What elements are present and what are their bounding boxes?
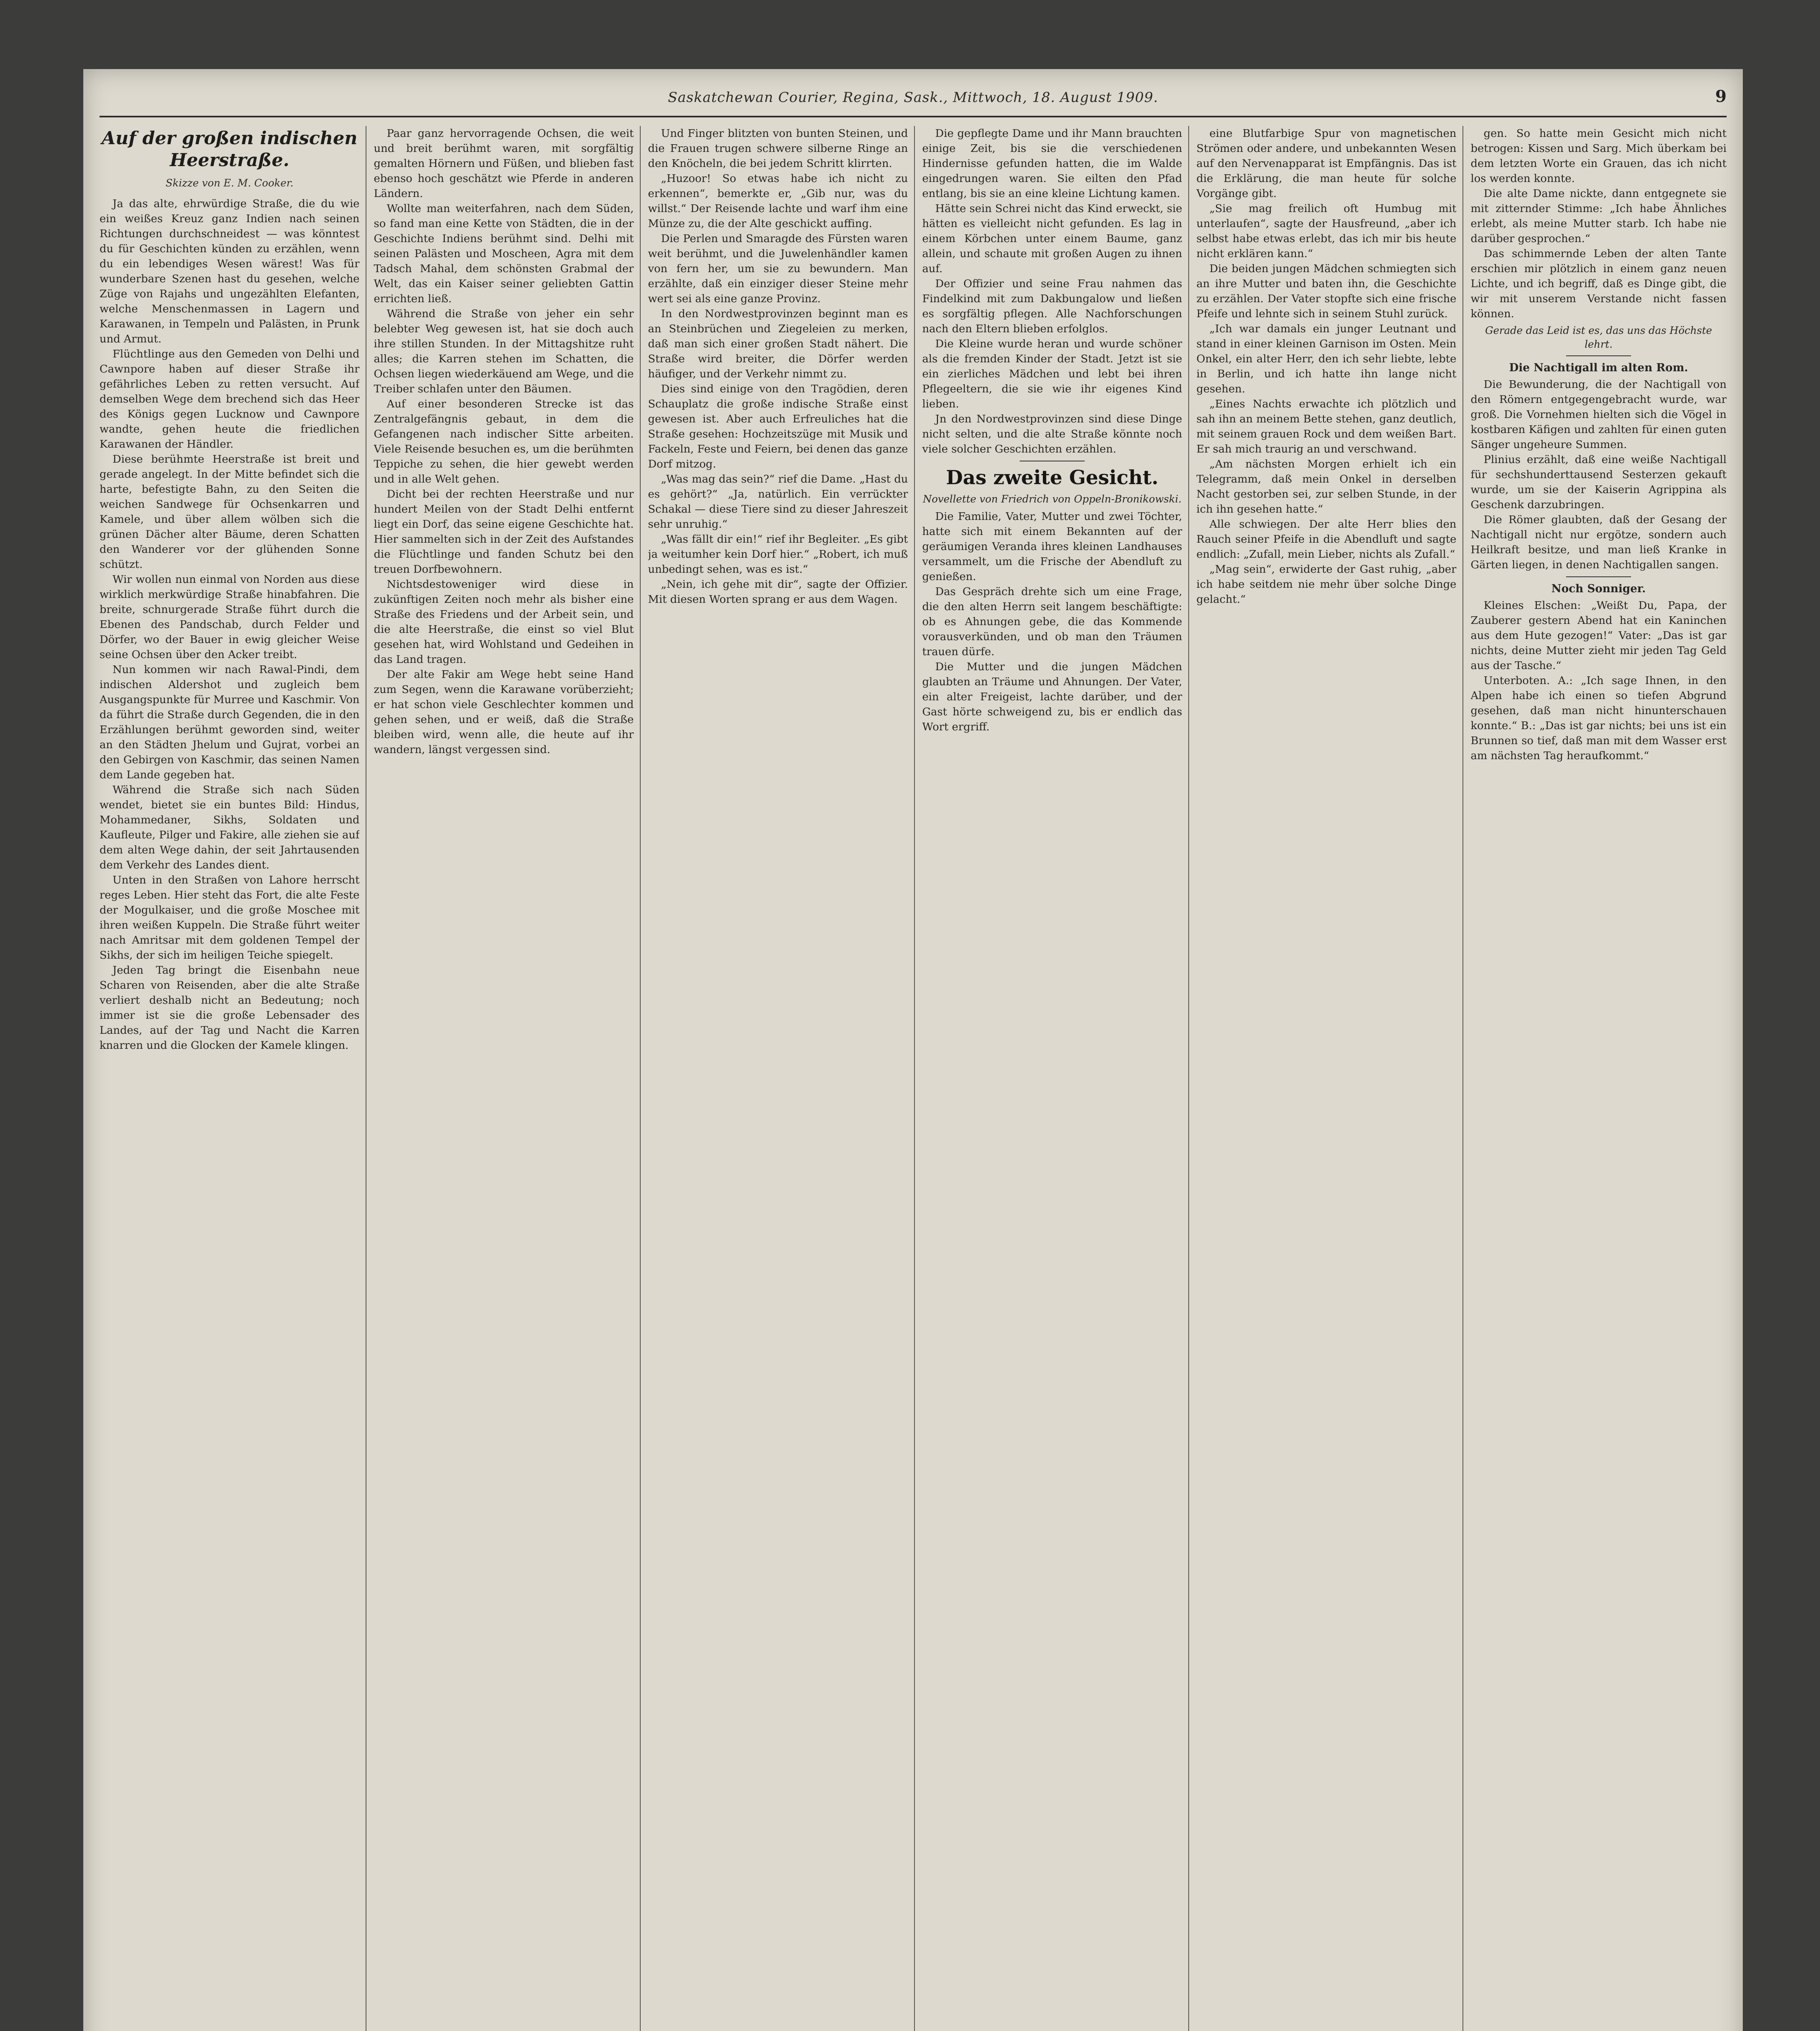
paragraph: In den Nordwestprovinzen beginnt man es an Steinbrüchen und Ziegeleien zu merken, daß man sich einer großen Stadt nähert. Die Straße wird breiter, die Dörfer werden häufiger, und der Verkehr nimmt zu. [648,307,908,380]
section-divider [1566,576,1631,577]
paragraph: Alle schwiegen. Der alte Herr blies den Rauch seiner Pfeife in die Abendluft und sagte endlich: „Zufall, mein Lieber, nichts als Zufall.“ [1196,518,1456,561]
paragraph: Ja das alte, ehrwürdige Straße, die du wie ein weißes Kreuz ganz Indien nach seinen Richtungen durchschneidest — was könntest du für Geschichten künden zu erzählen, wenn du ein lebendiges Wesen wärest! Was für wunderbare Szenen hast du gesehen, welche Züge von Rajahs und ungezählten Elefanten, welche Menschenmassen in Lagern und Karawanen, in Tempeln und Palästen, in Prunk und Armut. [100,197,360,345]
paragraph: Die alte Dame nickte, dann entgegnete sie mit zitternder Stimme: „Ich habe Ähnliches erlebt, als meine Mutter starb. Ich habe nie darüber gesprochen.“ [1471,187,1727,245]
paragraph: Die gepflegte Dame und ihr Mann brauchten einige Zeit, bis sie die verschiedenen Hindernisse gefunden hatten, die im Walde eingedrungen waren. Sie eilten den Pfad entlang, bis sie an eine kleine Lichtung kamen. [922,127,1182,200]
paragraph: eine Blutfarbige Spur von magnetischen Strömen oder andere, und unbekannten Wesen auf den Nervenapparat ist Empfängnis. Das ist die Erklärung, die man heute für solche Vorgänge gibt. [1196,127,1456,200]
paragraph: Auf einer besonderen Strecke ist das Zentralgefängnis gebaut, in dem die Gefangenen nach indischer Sitte arbeiten. Viele Reisende besuchen es, um die berühmten Teppiche zu sehen, die hier gewebt werden und in alle Welt gehen. [374,398,634,485]
column-rule [1462,126,1463,2031]
section-title: Die Nachtigall im alten Rom. [1509,362,1688,374]
newspaper-page [83,69,1743,2031]
paragraph: Dicht bei der rechten Heerstraße und nur hundert Meilen von der Stadt Delhi entfernt liegt ein Dorf, das seine eigene Geschichte hat. Hier sammelten sich in der Zeit des Aufstandes die Flüchtlinge und fanden Schutz bei den treuen Dorfbewohnern. [374,488,634,576]
section-byline: Novellette von Friedrich von Oppeln-Bronikowski. [923,493,1182,505]
section-title: Noch Sonniger. [1551,582,1646,595]
paragraph: Die Familie, Vater, Mutter und zwei Töchter, hatte sich mit einem Bekannten auf der geräumigen Veranda ihres kleinen Landhauses versammelt, um die Frische der Abendluft zu genießen. [922,510,1182,583]
paragraph: Jeden Tag bringt die Eisenbahn neue Scharen von Reisenden, aber die alte Straße verliert deshalb nicht an Bedeutung; noch immer ist sie die große Lebensader des Landes, auf der Tag und Nacht die Karren knarren und die Glocken der Kamele klingen. [100,964,360,1052]
paragraph: Hätte sein Schrei nicht das Kind erweckt, sie hätten es vielleicht nicht gefunden. Es lag in einem Körbchen unter einem Baume, ganz allein, und schaute mit großen Augen zu ihnen auf. [922,202,1182,275]
paragraph: Diese berühmte Heerstraße ist breit und gerade angelegt. In der Mitte befindet sich die harte, befestigte Bahn, zu den Seiten die weichen Sandwege für Ochsenkarren und Kamele, und über allem wölben sich die grünen Dächer alter Bäume, deren Schatten den Wanderer vor der glühenden Sonne schützt. [100,453,360,571]
column-2 [374,126,634,2031]
paragraph: „Ich war damals ein junger Leutnant und stand in einer kleinen Garnison im Osten. Mein Onkel, ein alter Herr, den ich sehr liebte, lebte in Berlin, und ich hatte ihn lange nicht gesehen. [1196,323,1456,395]
paragraph: gen. So hatte mein Gesicht mich nicht betrogen: Kissen und Sarg. Mich überkam bei dem letzten Worte ein Grauen, das ich nicht los werden konnte. [1471,127,1727,185]
column-rule [640,126,641,2031]
paragraph: Während die Straße sich nach Süden wendet, bietet sie ein buntes Bild: Hindus, Mohammedaner, Sikhs, Soldaten und Kaufleute, Pilger und Fakire, alle ziehen sie auf dem alten Wege dahin, der seit Jahrtausenden dem Verkehr des Landes dient. [100,784,360,871]
paragraph: Nichtsdestoweniger wird diese in zukünftigen Zeiten noch mehr als bisher eine Straße des Friedens und der Arbeit sein, und die alte Heerstraße, die einst so viel Blut gesehen hat, wird Wohlstand und Gedeihen in das Land tragen. [374,578,634,666]
section-title: Das zweite Gesicht. [946,466,1159,489]
column-5 [1196,126,1456,2031]
paragraph: „Was fällt dir ein!“ rief ihr Begleiter. „Es gibt ja weitumher kein Dorf hier.“ „Robert, ich muß unbedingt sehen, was es ist.“ [648,533,908,576]
paragraph: Unten in den Straßen von Lahore herrscht reges Leben. Hier steht das Fort, die alte Feste der Mogulkaiser, und die große Moschee mit ihren weißen Kuppeln. Die Straße führt weiter nach Amritsar mit dem goldenen Tempel der Sikhs, der sich im heiligen Teiche spiegelt. [100,874,360,961]
paragraph: Die Römer glaubten, daß der Gesang der Nachtigall nicht nur ergötze, sondern auch Heilkraft besitze, und man ließ Kranke in Gärten liegen, in denen Nachtigallen sangen. [1471,513,1727,571]
paragraph: Der alte Fakir am Wege hebt seine Hand zum Segen, wenn die Karawane vorüberzieht; er hat schon viele Geschlechter kommen und gehen sehen, und er weiß, daß die Straße bleiben wird, wenn alle, die heute auf ihr wandern, längst vergessen sind. [374,668,634,756]
paragraph: Das Gespräch drehte sich um eine Frage, die den alten Herrn seit langem beschäftigte: ob es Ahnungen gebe, die das Kommende vorausverkünden, und ob man den Träumen trauen dürfe. [922,585,1182,658]
paragraph: Die Perlen und Smaragde des Fürsten waren weit berühmt, und die Juwelenhändler kamen von fern her, um sie zu bewundern. Man erzählte, daß ein einziger dieser Steine mehr wert sei als eine ganze Provinz. [648,232,908,305]
paragraph: Der Offizier und seine Frau nahmen das Findelkind mit zum Dakbungalow und ließen es sorgfältig pflegen. Alle Nachforschungen nach den Eltern blieben erfolglos. [922,277,1182,335]
paragraph: „Am nächsten Morgen erhielt ich ein Telegramm, daß mein Onkel in derselben Nacht gestorben sei, zur selben Stunde, in der ich ihn gesehen hatte.“ [1196,458,1456,515]
header-rule [100,116,1727,117]
paragraph: Paar ganz hervorragende Ochsen, die weit und breit berühmt waren, mit sorgfältig gemalten Hörnern und Füßen, und blieben fast ebenso hoch geschätzt wie Pferde in anderen Ländern. [374,127,634,200]
paragraph: Wollte man weiterfahren, nach dem Süden, so fand man eine Kette von Städten, die in der Geschichte Indiens berühmt sind. Delhi mit seinen Palästen und Moscheen, Agra mit dem Tadsch Mahal, dem schönsten Grabmal der Welt, das ein Kaiser seiner geliebten Gattin errichten ließ. [374,202,634,305]
paragraph: Jn den Nordwestprovinzen sind diese Dinge nicht selten, und die alte Straße könnte noch viele solcher Geschichten erzählen. [922,413,1182,455]
paragraph: „Huzoor! So etwas habe ich nicht zu erkennen“, bemerkte er, „Gib nur, was du willst.“ Der Reisende lachte und warf ihm eine Münze zu, die der Alte geschickt auffing. [648,172,908,230]
paragraph: Nun kommen wir nach Rawal-Pindi, dem indischen Aldershot und zugleich bem Ausgangspunkte für Murree und Kaschmir. Von da führt die Straße durch Gegenden, die in den Erzählungen berühmt geworden sind, weiter an den Städten Jhelum und Gujrat, vorbei an den Gebirgen von Kaschmir, das seinen Namen dem Lande gegeben hat. [100,663,360,781]
section-divider [1566,355,1631,356]
column-3 [648,126,908,2031]
paragraph: „Nein, ich gehe mit dir“, sagte der Offizier. Mit diesen Worten sprang er aus dem Wagen. [648,578,908,606]
paragraph: Die Bewunderung, die der Nachtigall von den Römern entgegengebracht wurde, war groß. Die Vornehmen hielten sich die Vögel in kostbaren Käfigen und zahlten für einen guten Sänger ungeheure Summen. [1471,378,1727,451]
column-4 [922,126,1182,2031]
article-byline: Skizze von E. M. Cooker. [165,177,294,189]
paragraph: „Mag sein“, erwiderte der Gast ruhig, „aber ich habe seitdem nie mehr über solche Dinge gelacht.“ [1196,563,1456,606]
paragraph: Unterboten. A.: „Ich sage Ihnen, in den Alpen habe ich einen so tiefen Abgrund gesehen, daß man nicht hinunterschauen konnte.“ B.: „Das ist gar nichts; bei uns ist ein Brunnen so tief, daß man mit dem Wasser erst am nächsten Tag heraufkommt.“ [1471,674,1727,762]
paragraph: „Eines Nachts erwachte ich plötzlich und sah ihn an meinem Bette stehen, ganz deutlich, mit seinem grauen Rock und dem weißen Bart. Er sah mich traurig an und verschwand. [1196,398,1456,455]
paragraph: Flüchtlinge aus den Gemeden von Delhi und Cawnpore haben auf dieser Straße ihr gefährliches Leben zu retten versucht. Auf demselben Wege dem brechend sich das Heer des Königs gegen Lucknow und Cawnpore wandte, gehen heute die friedlichen Karawanen der Händler. [100,348,360,450]
page-number: 9 [1715,87,1727,106]
paragraph: Und Finger blitzten von bunten Steinen, und die Frauen trugen schwere silberne Ringe an den Knöcheln, die bei jedem Schritt klirrten. [648,127,908,170]
paragraph: Das schimmernde Leben der alten Tante erschien mir plötzlich in einem ganz neuen Lichte, und ich begriff, daß es Dinge gibt, die wir mit unserem Verstande nicht fassen können. [1471,247,1727,320]
column-rule [1188,126,1189,2031]
column-1 [100,126,360,2031]
paragraph: Während die Straße von jeher ein sehr belebter Weg gewesen ist, hat sie doch auch ihre stillen Stunden. In der Mittagshitze ruht alles; die Karren stehen im Schatten, die Ochsen liegen wiederkäuend am Wege, und die Treiber schlafen unter den Bäumen. [374,307,634,395]
paragraph: Die beiden jungen Mädchen schmiegten sich an ihre Mutter und baten ihn, die Geschichte zu erzählen. Der Vater stopfte sich eine frische Pfeife und lehnte sich in seinem Stuhl zurück. [1196,262,1456,320]
paragraph: Dies sind einige von den Tragödien, deren Schauplatz die große indische Straße einst gewesen ist. Aber auch Erfreuliches hat die Straße gesehen: Hochzeitszüge mit Musik und Fackeln, Feste und Feiern, bei denen das ganze Dorf mitzog. [648,383,908,470]
paragraph: Plinius erzählt, daß eine weiße Nachtigall für sechshunderttausend Sesterzen gekauft wurde, um sie der Kaiserin Agrippina als Geschenk darzubringen. [1471,453,1727,511]
running-head: Saskatchewan Courier, Regina, Sask., Mittwoch, 18. August 1909. [667,89,1158,106]
column-6 [1471,126,1727,2031]
column-rule [914,126,915,2031]
paragraph: Die Kleine wurde heran und wurde schöner als die fremden Kinder der Stadt. Jetzt ist sie ein zierliches Mädchen und lebt bei ihren Pflegeeltern, die sie wie ihr eigenes Kind lieben. [922,338,1182,410]
paragraph: „Sie mag freilich oft Humbug mit unterlaufen“, sagte der Hausfreund, „aber ich selbst habe etwas erlebt, das ich mir bis heute nicht erklären kann.“ [1196,202,1456,260]
article-headline: Auf der großen indischen Heerstraße. [102,128,358,171]
paragraph: Wir wollen nun einmal von Norden aus diese wirklich merkwürdige Straße hinabfahren. Die breite, schnurgerade Straße führt durch die Ebenen des Pandschab, durch Felder und Dörfer, wo der Bauer in ewig gleicher Weise seine Ochsen über den Acker treibt. [100,573,360,661]
paragraph: „Was mag das sein?“ rief die Dame. „Hast du es gehört?“ „Ja, natürlich. Ein verrückter Schakal — diese Tiere sind zu dieser Jahreszeit sehr unruhig.“ [648,473,908,530]
paragraph: Kleines Elschen: „Weißt Du, Papa, der Zauberer gestern Abend hat ein Kaninchen aus dem Hute gezogen!“ Vater: „Das ist gar nichts, deine Mutter zieht mir jeden Tag Geld aus der Tasche.“ [1471,599,1727,672]
paragraph: Die Mutter und die jungen Mädchen glaubten an Träume und Ahnungen. Der Vater, ein alter Freigeist, lachte darüber, und der Gast hörte schweigend zu, bis er endlich das Wort ergriff. [922,660,1182,733]
closing-verse: Gerade das Leid ist es, das uns das Höchste lehrt. [1485,325,1712,350]
